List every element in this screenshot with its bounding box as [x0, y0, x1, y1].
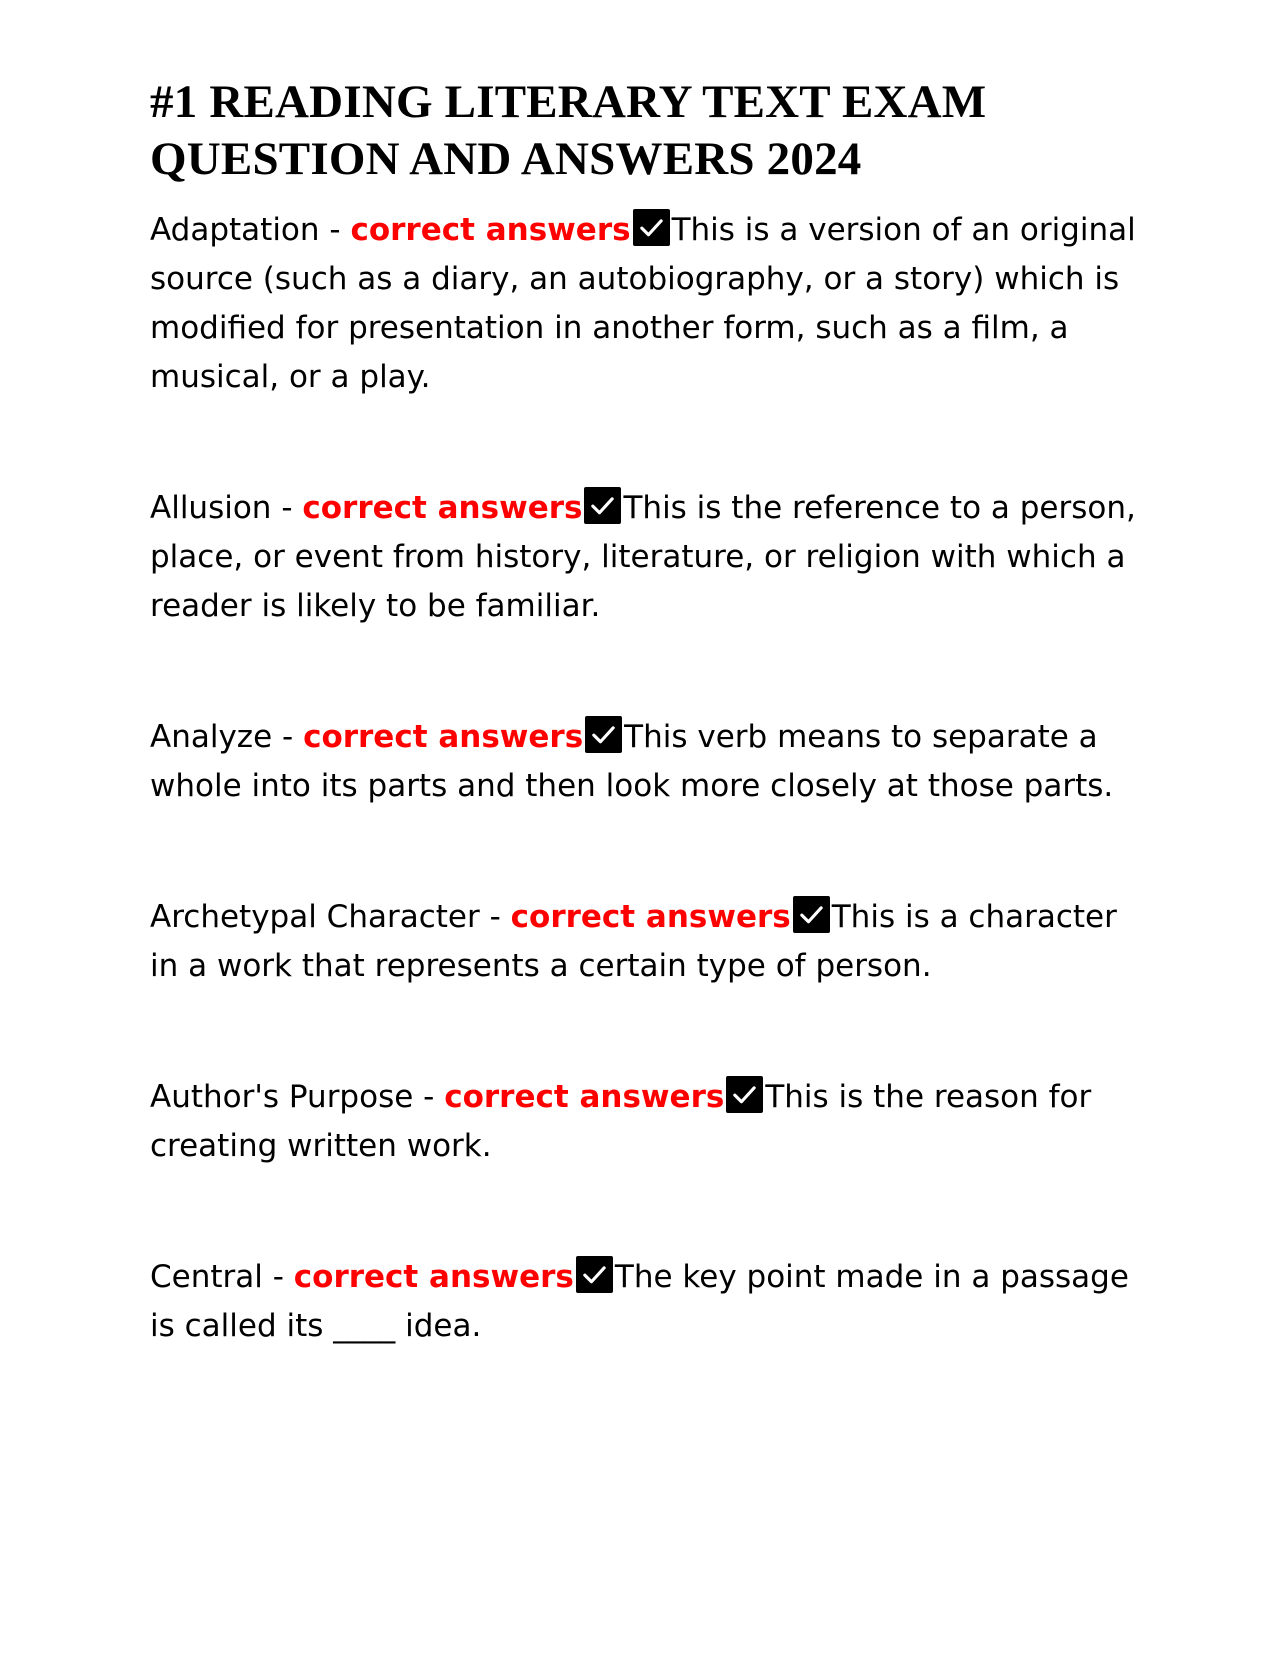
correct-answers-label: correct answers — [350, 212, 631, 248]
check-mark-icon — [633, 209, 670, 246]
check-mark-icon — [585, 716, 622, 753]
entry-definition: This is a character in a work that represents a certain type of person. — [150, 899, 1117, 984]
entry-archetypal-character — [150, 893, 1140, 991]
correct-answers-label: correct answers — [510, 899, 791, 935]
entry-term: Archetypal Character — [150, 899, 480, 935]
entry-separator: - — [262, 1259, 294, 1295]
check-mark-icon — [576, 1256, 613, 1293]
entry-term: Adaptation — [150, 212, 320, 248]
entry-term: Allusion — [150, 490, 272, 526]
correct-answers-label: correct answers — [293, 1259, 574, 1295]
entry-authors-purpose — [150, 1073, 1140, 1171]
correct-answers-label: correct answers — [302, 490, 583, 526]
entry-definition: This is a version of an original source (such as a diary, an autobiography, or a story) which is modified for presentation in another form, such as a film, a musical, or a play. — [150, 212, 1136, 395]
correct-answers-label: correct answers — [444, 1079, 725, 1115]
entry-adaptation — [150, 206, 1140, 402]
document-title: #1 READING LITERARY TEXT EXAM QUESTION AND ANSWERS 2024 — [150, 76, 987, 185]
correct-answers-label: correct answers — [303, 719, 584, 755]
entry-term: Author's Purpose — [150, 1079, 414, 1115]
entry-separator: - — [413, 1079, 445, 1115]
entry-separator: - — [319, 212, 351, 248]
check-mark-icon — [584, 487, 621, 524]
entry-definition: The key point made in a passage is called its ____ idea. — [150, 1259, 1129, 1344]
entry-term: Analyze — [150, 719, 273, 755]
entry-definition: This is the reference to a person, place, or event from history, literature, or religion with which a reader is likely to be familiar. — [150, 490, 1136, 624]
document-page — [150, 74, 1140, 1351]
check-mark-icon — [726, 1076, 763, 1113]
entry-analyze — [150, 713, 1140, 811]
entry-term: Central — [150, 1259, 263, 1295]
entry-definition: This is the reason for creating written work. — [150, 1079, 1092, 1164]
check-mark-icon — [793, 896, 830, 933]
entry-separator: - — [271, 490, 303, 526]
entry-separator: - — [479, 899, 511, 935]
entry-central — [150, 1253, 1140, 1351]
entry-allusion — [150, 484, 1140, 631]
entry-definition: This verb means to separate a whole into its parts and then look more closely at those parts. — [150, 719, 1114, 804]
entry-separator: - — [272, 719, 304, 755]
